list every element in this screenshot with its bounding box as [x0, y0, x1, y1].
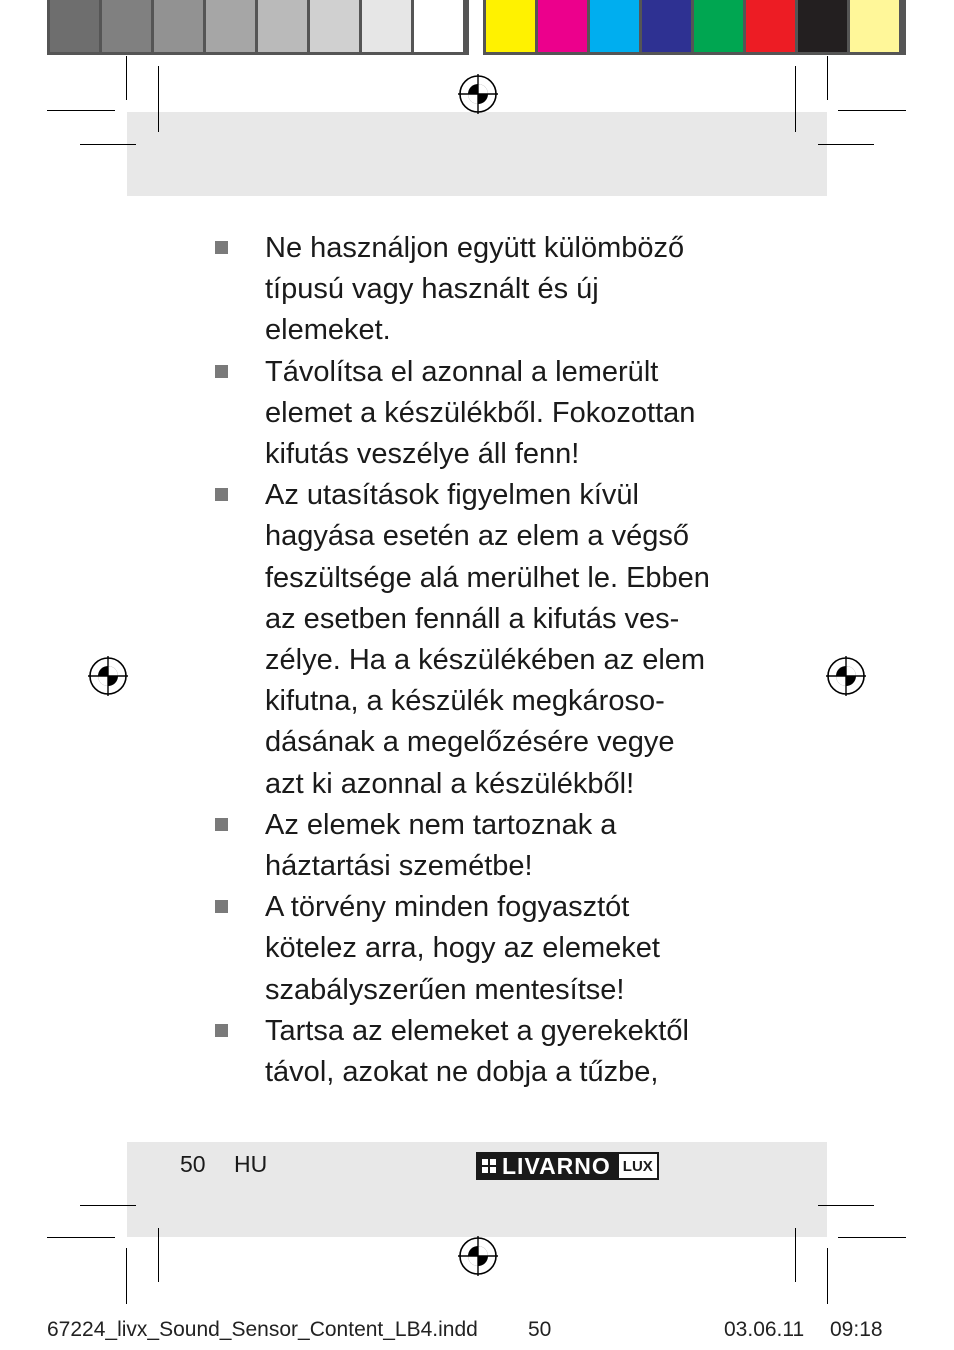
logo-sub: LUX	[617, 1152, 659, 1180]
logo-brand: LIVARNO	[502, 1152, 611, 1179]
color-swatch	[590, 0, 639, 52]
color-swatch	[102, 0, 151, 52]
crop-mark	[795, 1228, 796, 1282]
slug-time: 09:18	[830, 1318, 883, 1341]
list-item	[212, 228, 712, 352]
color-swatch	[414, 0, 463, 52]
crop-mark	[80, 1205, 136, 1206]
registration-mark-icon	[824, 654, 868, 698]
crop-mark	[827, 56, 828, 100]
crop-mark	[827, 1248, 828, 1304]
bullet-line: Tartsa az elemeket a gyerekektől	[265, 1014, 689, 1047]
crop-mark	[80, 144, 136, 145]
bullet-square-icon	[215, 818, 228, 831]
color-swatch	[362, 0, 411, 52]
color-swatch	[642, 0, 691, 52]
list-item	[212, 1011, 712, 1093]
slug-page: 50	[528, 1318, 552, 1341]
crop-mark	[126, 1248, 127, 1304]
bullet-line: elemet a készülékből. Fokozottan	[265, 396, 696, 429]
crop-mark	[158, 66, 159, 132]
color-swatch	[798, 0, 847, 52]
bullet-line: szabályszerűen mentesítse!	[265, 973, 625, 1006]
bullet-square-icon	[215, 488, 228, 501]
crop-mark	[818, 144, 874, 145]
bullet-line: típusú vagy használt és új	[265, 273, 599, 306]
list-item	[212, 352, 712, 476]
color-bar	[483, 0, 906, 55]
crop-mark	[838, 110, 906, 111]
slug-date: 03.06.11	[724, 1318, 805, 1341]
crop-mark	[158, 1228, 159, 1282]
list-item	[212, 887, 712, 1011]
crop-mark	[795, 66, 796, 132]
bullet-line: hagyása esetén az elem a végső	[265, 520, 689, 553]
color-swatch	[258, 0, 307, 52]
bullet-line: háztartási szemétbe!	[265, 850, 533, 883]
language-code: HU	[234, 1151, 268, 1177]
crop-mark	[47, 1237, 115, 1238]
registration-mark-icon	[456, 1234, 500, 1278]
bullet-line: az esetben fennáll a kifutás ves-	[265, 602, 680, 635]
page-number: 50	[180, 1151, 206, 1177]
bullet-line: kifutás veszélye áll fenn!	[265, 438, 580, 471]
color-swatch	[206, 0, 255, 52]
bullet-line: Az elemek nem tartoznak a	[265, 808, 617, 841]
bullet-line: kötelez arra, hogy az elemeket	[265, 932, 660, 965]
color-swatch	[850, 0, 899, 52]
color-swatch	[538, 0, 587, 52]
grayscale-bar	[47, 0, 469, 55]
color-swatch	[486, 0, 535, 52]
bullet-square-icon	[215, 241, 228, 254]
bullet-line: zélye. Ha a készülékében az elem	[265, 644, 706, 677]
color-swatch	[154, 0, 203, 52]
color-swatch	[746, 0, 795, 52]
bullet-list	[212, 228, 712, 1093]
bullet-line: távol, azokat ne dobja a tűzbe,	[265, 1056, 659, 1089]
list-item	[212, 475, 712, 805]
livarno-lux-logo	[476, 1152, 659, 1180]
registration-mark-icon	[86, 654, 130, 698]
color-swatch	[694, 0, 743, 52]
crop-mark	[126, 56, 127, 100]
bullet-line: kifutna, a készülék megkároso-	[265, 685, 665, 718]
color-swatch	[310, 0, 359, 52]
bullet-square-icon	[215, 365, 228, 378]
bullet-line: Az utasítások figyelmen kívül	[265, 479, 639, 512]
registration-mark-icon	[456, 72, 500, 116]
bullet-line: azt ki azonnal a készülékből!	[265, 767, 635, 800]
bullet-line: A törvény minden fogyasztót	[265, 891, 630, 924]
crop-mark	[818, 1205, 874, 1206]
bullet-line: dásának a megelőzésére vegye	[265, 726, 675, 759]
slug-filename: 67224_livx_Sound_Sensor_Content_LB4.indd	[47, 1318, 478, 1341]
bullet-line: feszültsége alá merülhet le. Ebben	[265, 561, 710, 594]
bullet-line: Ne használjon együtt külömböző	[265, 232, 685, 264]
header-band	[127, 112, 827, 196]
bullet-square-icon	[215, 900, 228, 913]
color-swatch	[50, 0, 99, 52]
crop-mark	[47, 110, 115, 111]
bullet-line: Távolítsa el azonnal a lemerült	[265, 355, 659, 388]
logo-mark-icon	[482, 1159, 496, 1173]
list-item	[212, 805, 712, 887]
crop-mark	[838, 1237, 906, 1238]
bullet-square-icon	[215, 1024, 228, 1037]
bullet-line: elemeket.	[265, 314, 391, 347]
